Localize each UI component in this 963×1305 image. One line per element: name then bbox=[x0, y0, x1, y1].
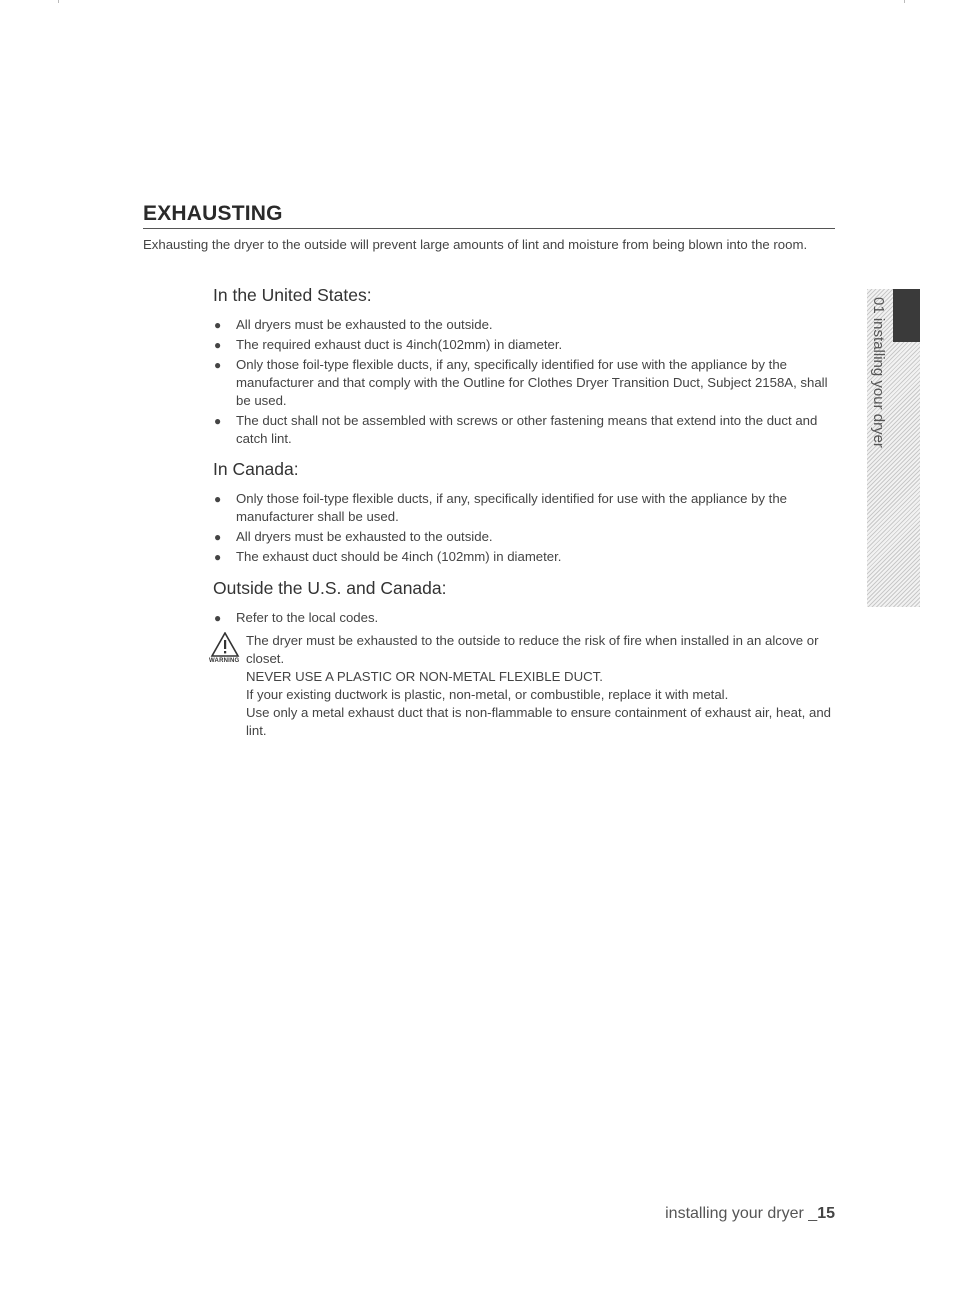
list-item-text: Refer to the local codes. bbox=[236, 610, 379, 625]
warning-label: WARNING bbox=[209, 658, 240, 664]
page-footer bbox=[665, 1205, 835, 1223]
list-item bbox=[213, 336, 833, 354]
canada-heading: In Canada: bbox=[213, 459, 299, 479]
bullet-icon: ● bbox=[214, 338, 222, 352]
list-item-text: The exhaust duct should be 4inch (102mm) in diameter. bbox=[236, 549, 562, 564]
canada-section bbox=[213, 458, 833, 568]
bullet-icon: ● bbox=[214, 492, 222, 506]
us-list bbox=[213, 316, 833, 448]
list-item bbox=[213, 548, 833, 566]
list-item bbox=[213, 490, 833, 526]
warning-line: NEVER USE A PLASTIC OR NON-METAL FLEXIBLE DUCT. bbox=[246, 669, 603, 684]
bullet-icon: ● bbox=[214, 611, 222, 625]
us-heading: In the United States: bbox=[213, 285, 372, 305]
bullet-icon: ● bbox=[214, 530, 222, 544]
us-section bbox=[213, 284, 833, 450]
list-item bbox=[213, 412, 833, 448]
list-item bbox=[213, 356, 833, 410]
footer-label: installing your dryer _ bbox=[665, 1205, 818, 1222]
warning-line: Use only a metal exhaust duct that is non-flammable to ensure containment of exhaust air, heat, and lint. bbox=[246, 705, 831, 738]
chapter-tab-label: 01 installing your dryer bbox=[870, 297, 887, 448]
list-item-text: The required exhaust duct is 4inch(102mm) in diameter. bbox=[236, 337, 563, 352]
crop-mark-right bbox=[904, 0, 905, 3]
warning-block bbox=[206, 632, 836, 740]
bullet-icon: ● bbox=[214, 550, 222, 564]
list-item bbox=[213, 528, 833, 546]
section-title: EXHAUSTING bbox=[143, 202, 835, 229]
chapter-side-tab bbox=[867, 289, 920, 607]
intro-paragraph: Exhausting the dryer to the outside will prevent large amounts of lint and moisture from being blown into the room. bbox=[143, 237, 808, 252]
crop-mark-left bbox=[58, 0, 59, 3]
bullet-icon: ● bbox=[214, 414, 222, 428]
outside-section bbox=[213, 577, 833, 629]
outside-list bbox=[213, 609, 833, 627]
chapter-marker bbox=[893, 289, 920, 342]
list-item bbox=[213, 316, 833, 334]
list-item-text: All dryers must be exhausted to the outside. bbox=[236, 529, 493, 544]
warning-text bbox=[246, 632, 836, 740]
bullet-icon: ● bbox=[214, 318, 222, 332]
list-item-text: Only those foil-type flexible ducts, if any, specifically identified for use with the appliance by the manufacturer shall be used. bbox=[236, 491, 787, 524]
list-item bbox=[213, 609, 833, 627]
page-number: 15 bbox=[817, 1205, 835, 1222]
list-item-text: Only those foil-type flexible ducts, if any, specifically identified for use with the appliance by the manufacturer and that comply with the Outline for Clothes Dryer Transition Duct, Subject 2158A, shall be used. bbox=[236, 357, 828, 408]
warning-line: If your existing ductwork is plastic, non-metal, or combustible, replace it with metal. bbox=[246, 687, 729, 702]
canada-list bbox=[213, 490, 833, 566]
bullet-icon: ● bbox=[214, 358, 222, 372]
outside-heading: Outside the U.S. and Canada: bbox=[213, 578, 447, 598]
list-item-text: The duct shall not be assembled with screws or other fastening means that extend into the duct and catch lint. bbox=[236, 413, 818, 446]
warning-line: The dryer must be exhausted to the outside to reduce the risk of fire when installed in an alcove or closet. bbox=[246, 633, 819, 666]
list-item-text: All dryers must be exhausted to the outside. bbox=[236, 317, 493, 332]
